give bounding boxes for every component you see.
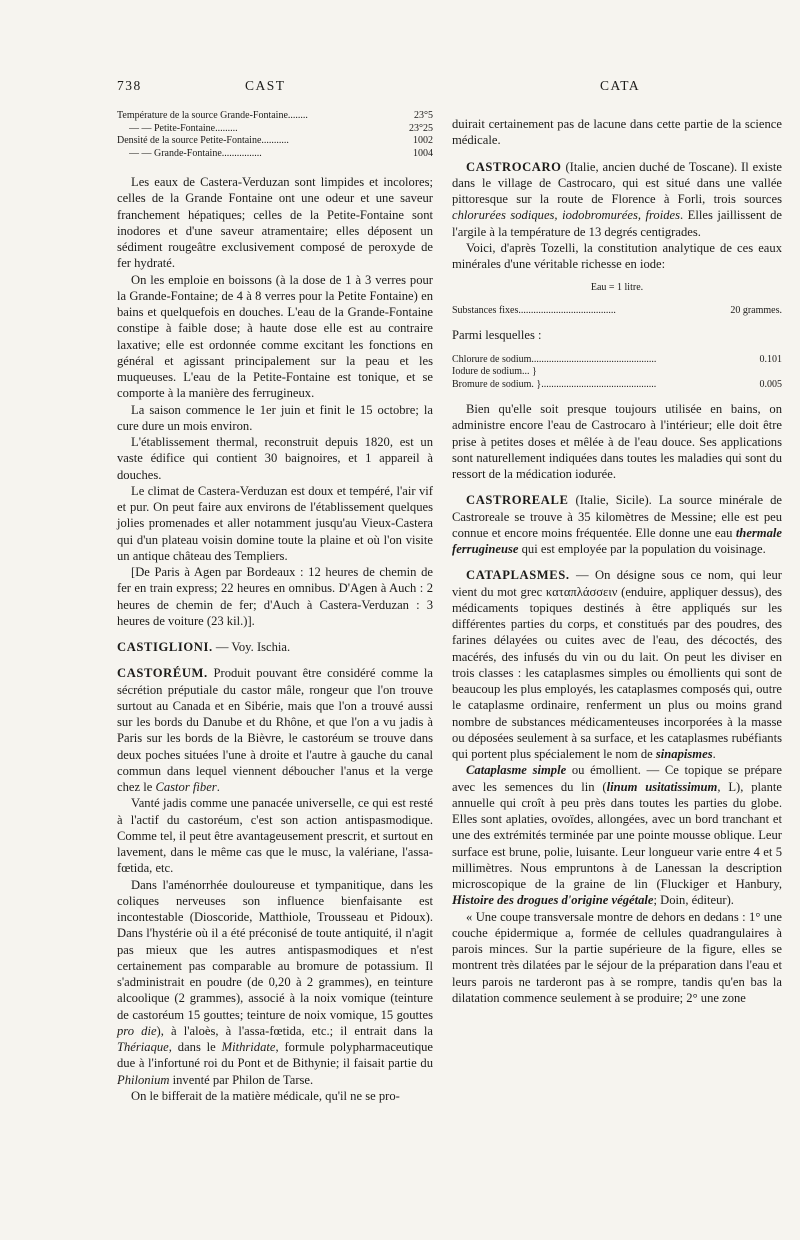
- paragraph: Dans l'aménorrhée douloureuse et tympanitique, dans les coliques nerveuses son influence bienfaisante est incontestable (Dioscoride, Matthiole, Trousseau et Pidoux). Dans l'hystérie où il a été préconisé de toute antiquité, il n'agit pas mieux que les autres antispasmodiques et n'est certainement pas comparable au bromure de potassium. Il s'administrait en poudre (de 0,20 à 2 grammes), en teinture alcoolique (2 grammes), associé à la noix vomique (teinture de castoréum 15 gouttes; teinture de noix vomique, 15 gouttes pro die), à l'aloès, à l'assa-fœtida, etc.; il entrait dans la Thériaque, dans le Mithridate, formule polypharmaceutique due à l'infortuné roi du Pont et de Bithynie; il faisait partie du Philonium inventé par Philon de Tarse.: [117, 877, 433, 1087]
- table-row: Chlorure de sodium.................................................. 0.101: [452, 353, 782, 365]
- left-column: [117, 110, 433, 1104]
- entry-term: CATAPLASMES.: [466, 568, 570, 583]
- left-running-head: CAST: [245, 78, 286, 93]
- paragraph: Vanté jadis comme une panacée universelle, ce qui est resté à l'actif du castoréum, c'est son action antispasmodique. Comme tel, il peut être avantageusement prescrit, et surtout en lavement, dans le même cas que le musc, la valériane, l'assa-fœtida, etc.: [117, 796, 433, 876]
- table-row: Iodure de sodium... }: [452, 366, 537, 377]
- paragraph: duirait certainement pas de lacune dans cette partie de la science médicale.: [452, 117, 782, 148]
- table-row: Température de la source Grande-Fontaine........ 23°5: [117, 110, 433, 121]
- temperature-table: [117, 110, 433, 160]
- paragraph: On le bifferait de la matière médicale, qu'il ne se pro-: [131, 1088, 400, 1103]
- entry-castiglioni: CASTIGLIONI. — Voy. Ischia.: [117, 640, 291, 654]
- eau-line: Eau = 1 litre.: [590, 282, 644, 294]
- paragraph: [De Paris à Agen par Bordeaux : 12 heures de chemin de fer en train express; 22 heures en omnibus. D'Agen à Auch : 2 heures de chemin de fer; d'Auch à Castera-Verduzan : 3 heures de voiture (23 kil.)].: [117, 565, 433, 628]
- paragraph: Cataplasme simple ou émollient. — Ce topique se prépare avec les semences du lin (linum usitatissimum, L), plante annuelle qui croît à peu près dans toutes les parties du globe. Elles sont aplaties, ovoïdes, allongées, avec un bord tranchant et une des extrémités terminée par une pointe mousse oblique. Leur surface est brune, polie, luisante. Leur longueur varie entre 4 et 5 millimètres. Nous empruntons à de Lanessan la description microscopique de la graine de lin (Fluckiger et Hanbury, Histoire des drogues d'origine végétale; Doin, éditeur).: [452, 763, 782, 908]
- entry-term: CASTIGLIONI.: [117, 640, 213, 654]
- table-row: Densité de la source Petite-Fontaine........... 1002: [117, 135, 433, 146]
- paragraph: « Une coupe transversale montre de dehors en dedans : 1° une couche épidermique a, formée de cellules quadrangulaires à parois minces. Sur la partie supérieure de la figure, elles se montrent très dilatées par le séjour de la préparation dans l'eau et leurs parois ne tarderont pas à se rompre, tandis qu'en bas la dilatation commence seulement à se produire; 2° une zone: [452, 909, 782, 1005]
- entry-castoreum: CASTORÉUM. Produit pouvant être considéré comme la sécrétion préputiale du castor mâle, rongeur que l'on trouve surtout au Canada et en Sibérie, mais que l'on a trouvé aussi sur les bords du Danube et du Rhône, et que l'on a vu jadis à Paris sur les bords de la Bièvre, le castoréum se trouve dans deux poches situées l'une à droite et l'autre à gauche du canal commun dans lequel viennent déboucher l'anus et la verge chez le Castor fiber.: [117, 666, 433, 794]
- table-row: — — Grande-Fontaine................ 1004: [129, 147, 433, 159]
- right-running-head: CATA: [600, 78, 641, 93]
- entry-term: CASTORÉUM.: [117, 666, 208, 681]
- entry-term: CASTROREALE: [466, 493, 569, 508]
- paragraph: L'établissement thermal, reconstruit depuis 1820, est un vaste édifice qui contient 30 baignoires, et 1 appareil à douches.: [117, 435, 433, 482]
- page-number: 738: [117, 78, 142, 93]
- paragraph: Voici, d'après Tozelli, la constitution analytique de ces eaux minérales d'une véritable richesse en iode:: [452, 240, 782, 271]
- entry-cataplasmes: CATAPLASMES. — On désigne sous ce nom, qui leur vient du mot grec καταπλάσσειν (enduire, appliquer dessus), des médicaments topiques destinés à être appliqués sur les différentes parties du corps, et constitués par des poudres, des farines délayées ou cuites avec de l'eau, des décoctés, des macérés, des infusés du vin ou du lait. On peut les diviser en trois classes : les cataplasmes simples ou émollients qui sont de beaucoup les plus employés, les cataplasmes composés qui, outre le cataplasme ordinaire, renferment un plus ou moins grand nombre de substances médicamenteuses incorporées à la masse ou déposées seulement à sa surface, et les cataplasmes rubéfiants qui portent plus spécialement le nom de sinapismes.: [452, 568, 782, 761]
- parmi-line: Parmi lesquelles :: [452, 328, 542, 343]
- table-row: — — Petite-Fontaine......... 23°25: [129, 122, 433, 134]
- paragraph: Les eaux de Castera-Verduzan sont limpides et incolores; celles de la Grande Fontaine ont une odeur et une saveur franchement hépatiques; celles de la Petite-Fontaine sont inodores et d'une saveur atramentaire; elles déposent un sédiment rougeâtre exclusivement composé de peroxyde de fer hydraté.: [117, 175, 433, 271]
- table-row: Bromure de sodium. }.............................................. 0.005: [452, 378, 782, 390]
- entry-castrocaro: CASTROCARO (Italie, ancien duché de Toscane). Il existe dans le village de Castrocaro, qui est situé dans une vallée pittoresque sur la route de Florence à Forli, trois sources chlorurées sodiques, iodobromurées, froides. Elles jaillissent de l'argile à la température de 13 degrés centigrades.: [452, 159, 782, 239]
- paragraph: La saison commence le 1er juin et finit le 15 octobre; la cure dure un mois environ.: [117, 402, 433, 433]
- paragraph: Le climat de Castera-Verduzan est doux et tempéré, l'air vif et pur. On peut faire aux environs de l'établissement quelques jolies promenades et aller notamment jusqu'au Vieux-Castera qui d'un plateau voisin domine toute la plaine et où l'on visite un antique château des Templiers.: [117, 483, 433, 563]
- right-column: [452, 116, 782, 1006]
- chem-table: [452, 354, 782, 392]
- paragraph: Bien qu'elle soit presque toujours utilisée en bains, on administre encore l'eau de Castrocaro à l'intérieur; elle doit être prise à petites doses et mêlée à de l'eau douce. Ses applications sont naturellement indiquées dans toutes les maladies qui sont du ressort de la médication iodurée.: [452, 402, 782, 481]
- paragraph: On les emploie en boissons (à la dose de 1 à 3 verres pour la Grande-Fontaine; de 4 à 8 verres pour la Petite Fontaine) en bains et quelquefois en douches. L'eau de la Grande-Fontaine constipe à faible dose; à haute dose elle est au contraire laxative; elle est ordonnée comme excitant les fonctions en général et agissant principalement sur la peau et les muqueuses. L'eau de la Petite-Fontaine est tonique, et se comporte à la manière des ferrugineux.: [117, 272, 433, 401]
- entry-term: CASTROCARO: [466, 159, 562, 174]
- substances-row: Substances fixes....................................... 20 grammes.: [452, 304, 782, 316]
- entry-castroreale: CASTROREALE (Italie, Sicile). La source minérale de Castroreale se trouve à 35 kilomètres de Messine; elle est peu connue et encore moins fréquentée. Elle donne une eau thermale ferrugineuse qui est employée par la population du voisinage.: [452, 493, 782, 556]
